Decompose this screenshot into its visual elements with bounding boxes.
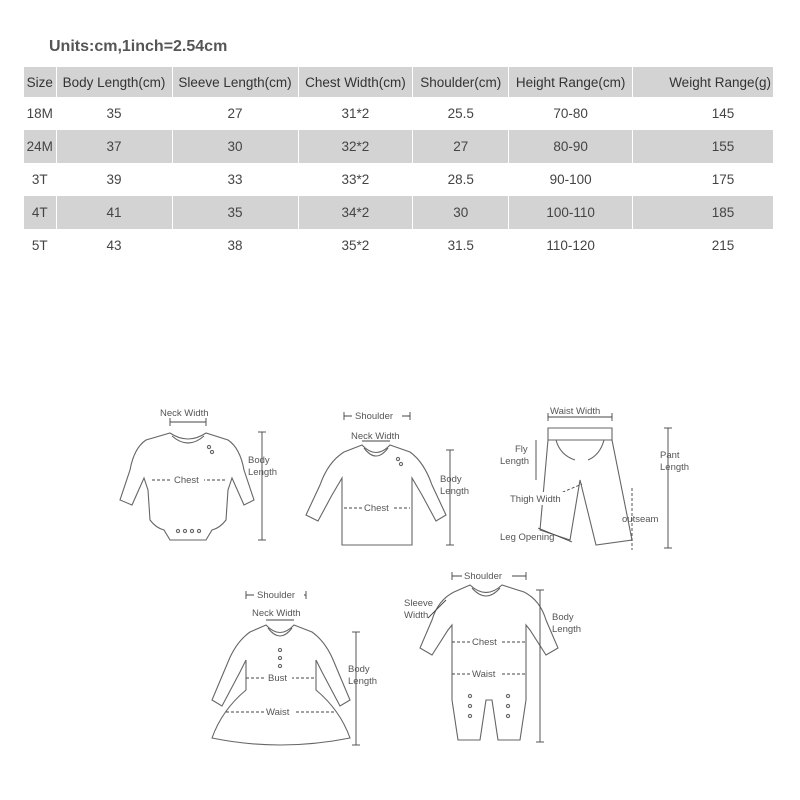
- shirt-neck-width-label: Neck Width: [351, 431, 400, 442]
- bodysuit-body-label: Body: [248, 455, 270, 466]
- romper-diagram: [404, 569, 581, 742]
- romper-body-label: Body: [552, 612, 574, 623]
- cell-shoulder: 28.5: [413, 163, 509, 196]
- romper-sleeve-label: Sleeve: [404, 598, 434, 609]
- size-chart-table: [24, 67, 774, 262]
- cell-chest-width: 34*2: [298, 196, 413, 229]
- pants-leg-opening-label: Leg Opening: [500, 532, 555, 543]
- cell-sleeve-length: 27: [172, 97, 298, 130]
- shirt-length-label: Length: [440, 486, 470, 497]
- cell-weight-range: 155: [633, 130, 774, 163]
- romper-waist-label: Waist: [472, 669, 496, 680]
- cell-height-range: 90-100: [509, 163, 633, 196]
- cell-shoulder: 25.5: [413, 97, 509, 130]
- pants-thigh-width-label: Thigh Width: [510, 494, 561, 505]
- shirt-shoulder-label: Shoulder: [355, 411, 394, 422]
- cell-weight-range: 145: [633, 97, 774, 130]
- cell-size: 24M: [24, 130, 56, 163]
- table-header-row: [24, 67, 774, 97]
- shirt-diagram: [306, 409, 469, 545]
- dress-diagram: [212, 588, 377, 745]
- dress-shoulder-label: Shoulder: [257, 590, 296, 601]
- cell-body-length: 43: [56, 229, 172, 262]
- table-row: [24, 229, 774, 262]
- dress-body-label: Body: [348, 664, 370, 675]
- cell-weight-range: 215: [633, 229, 774, 262]
- dress-neck-width-label: Neck Width: [252, 608, 301, 619]
- cell-size: 18M: [24, 97, 56, 130]
- dress-length-label: Length: [348, 676, 378, 687]
- col-header-height-range: Height Range(cm): [509, 67, 633, 97]
- cell-height-range: 100-110: [509, 196, 633, 229]
- cell-body-length: 39: [56, 163, 172, 196]
- col-header-chest-width: Chest Width(cm): [298, 67, 413, 97]
- cell-height-range: 70-80: [509, 97, 633, 130]
- pants-fly-length-label: Length: [500, 456, 530, 467]
- cell-chest-width: 35*2: [298, 229, 413, 262]
- pants-diagram: [500, 406, 689, 550]
- col-header-sleeve-length: Sleeve Length(cm): [172, 67, 298, 97]
- table-row: [24, 196, 774, 229]
- bodysuit-chest-label: Chest: [174, 475, 199, 486]
- col-header-shoulder: Shoulder(cm): [413, 67, 509, 97]
- pants-pant-length-label: Length: [660, 462, 690, 473]
- table-row: [24, 97, 774, 130]
- table-row: [24, 130, 774, 163]
- cell-sleeve-length: 30: [172, 130, 298, 163]
- cell-sleeve-length: 35: [172, 196, 298, 229]
- cell-weight-range: 185: [633, 196, 774, 229]
- romper-chest-label: Chest: [472, 637, 497, 648]
- bodysuit-diagram: [120, 408, 277, 540]
- pants-fly-label: Fly: [515, 444, 528, 455]
- romper-shoulder-label: Shoulder: [464, 571, 503, 582]
- cell-size: 4T: [24, 196, 56, 229]
- cell-sleeve-length: 38: [172, 229, 298, 262]
- col-header-weight-range: Weight Range(g): [633, 67, 774, 97]
- dress-bust-label: Bust: [268, 673, 288, 684]
- romper-sleeve-width-label: Width: [404, 610, 429, 621]
- cell-body-length: 41: [56, 196, 172, 229]
- cell-chest-width: 33*2: [298, 163, 413, 196]
- pants-waist-width-label: Waist Width: [550, 406, 601, 417]
- romper-length-label: Length: [552, 624, 582, 635]
- cell-size: 3T: [24, 163, 56, 196]
- cell-shoulder: 31.5: [413, 229, 509, 262]
- shirt-body-label: Body: [440, 474, 462, 485]
- pants-outseam-label: outseam: [622, 514, 659, 525]
- cell-weight-range: 175: [633, 163, 774, 196]
- measurement-diagrams: [0, 390, 800, 770]
- bodysuit-length-label: Length: [248, 467, 278, 478]
- cell-size: 5T: [24, 229, 56, 262]
- col-header-size: Size: [24, 67, 56, 97]
- table-row: [24, 163, 774, 196]
- cell-shoulder: 30: [413, 196, 509, 229]
- shirt-chest-label: Chest: [364, 503, 389, 514]
- cell-body-length: 35: [56, 97, 172, 130]
- cell-chest-width: 31*2: [298, 97, 413, 130]
- cell-shoulder: 27: [413, 130, 509, 163]
- cell-height-range: 110-120: [509, 229, 633, 262]
- dress-waist-label: Waist: [266, 707, 290, 718]
- cell-chest-width: 32*2: [298, 130, 413, 163]
- col-header-body-length: Body Length(cm): [56, 67, 172, 97]
- cell-sleeve-length: 33: [172, 163, 298, 196]
- cell-body-length: 37: [56, 130, 172, 163]
- units-note: Units:cm,1inch=2.54cm: [49, 38, 228, 55]
- pants-pant-label: Pant: [660, 450, 680, 461]
- bodysuit-neck-width-label: Neck Width: [160, 408, 209, 419]
- cell-height-range: 80-90: [509, 130, 633, 163]
